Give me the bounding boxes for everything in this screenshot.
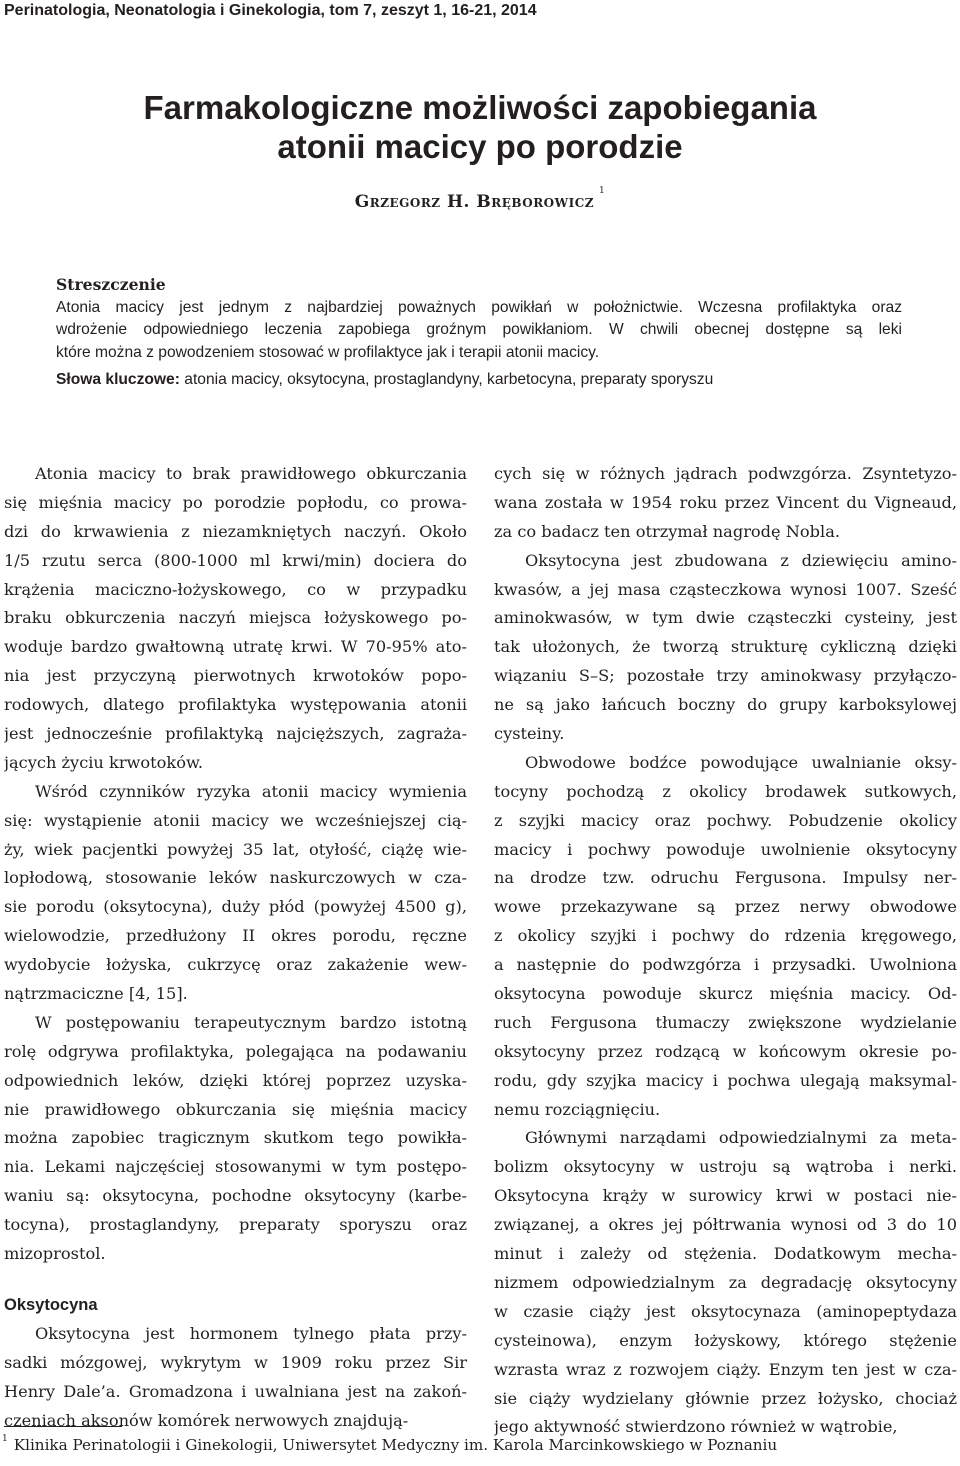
text-line: W postępowaniu terapeutycznym bardzo istotną — [35, 1012, 467, 1032]
keywords — [56, 369, 902, 392]
author-name: Grzegorz H. Bręborowicz — [354, 192, 595, 212]
text-line: Obwodowe bodźce powodujące uwalnianie oksy- — [525, 752, 957, 772]
article-title-line: Farmakologiczne możliwości zapobiegania — [143, 89, 817, 126]
text-line: cysteinowa), enzym łożyskowy, którego stężenie — [494, 1330, 957, 1350]
footnote-rule — [4, 1426, 122, 1427]
text-line: się: wystąpienie atonii macicy we wcześniejszej cią- — [4, 810, 467, 830]
text-line: za co badacz ten otrzymał nagrodę Nobla. — [494, 521, 841, 541]
text-line: sadki mózgowej, wykrytym w 1909 roku przez Sir — [4, 1352, 467, 1372]
text-line: ne są jako łańcuch boczny do grupy karboksylowej — [494, 695, 957, 715]
footnote-text: Klinika Perinatologii i Ginekologii, Uniwersytet Medyczny im. Karola Marcinkowskiego w Poznaniu — [13, 1436, 778, 1454]
text-line: jego aktywność stwierdzono również w wątrobie, — [494, 1417, 898, 1437]
text-line: kwasów, a jej masa cząsteczkowa wynosi 1007. Sześć — [494, 579, 957, 599]
text-line: 1/5 rzutu serca (800-1000 ml krwi/min) dociera do — [4, 550, 467, 570]
abstract-heading: Streszczenie — [56, 275, 166, 294]
text-line: z okolicy szyjki i pochwy do rdzenia kręgowego, — [494, 926, 957, 946]
text-line: rolę odgrywa profilaktyka, polegająca na podawaniu — [4, 1041, 467, 1061]
text-line: czeniach aksonów komórek nerwowych znajdują- — [4, 1410, 409, 1430]
text-line: sie ciąży wydzielany głównie przez łożysko, chociaż — [494, 1388, 957, 1408]
section-heading-oksytocyna: Oksytocyna — [4, 1295, 98, 1314]
text-line: wiązaniu S–S; pozostałe trzy aminokwasy przyłączo- — [494, 666, 957, 686]
text-line: lopłodową, stosowanie leków naskurczowych w cza- — [4, 868, 467, 888]
text-line: oksytocyny przez rodzącą w końcowym okresie po- — [494, 1041, 957, 1061]
article-title — [0, 88, 960, 166]
text-line: sie porodu (oksytocyna), duży płód (powyżej 4500 g), — [4, 897, 467, 917]
keywords-label: Słowa kluczowe: — [56, 371, 180, 388]
footnote-mark: 1 — [2, 1434, 8, 1444]
text-line: aminokwasów, w tym dwie cząsteczki cysteiny, jest — [494, 608, 957, 628]
text-line: cych się w różnych jądrach podwzgórza. Zsyntetyzo- — [494, 464, 957, 483]
text-line: jest jednocześnie profilaktyką najcięższych, zagraża- — [4, 724, 467, 744]
text-line: cysteiny. — [494, 724, 565, 744]
right-column — [494, 460, 957, 1442]
text-line: rodowych, dlatego profilaktyka występowania atonii — [4, 695, 467, 715]
abstract-line: wdrożenie odpowiedniego leczenia zapobiega groźnym powikłaniom. W chwili obecnej dostępne są leki — [56, 321, 902, 338]
text-line: nia jest przyczyną pierwotnych krwotoków popo- — [4, 666, 467, 686]
text-line: wowe przekazywane są przez nerwy obwodowe — [494, 897, 957, 917]
abstract-line: Atonia macicy jest jednym z najbardziej poważnych powikłań w położnictwie. Wczesna profilaktyka oraz — [56, 298, 902, 316]
text-line: w czasie ciąży jest oksytocynaza (aminopeptydaza — [494, 1301, 957, 1321]
text-line: braku obkurczenia naczyń miejsca łożyskowego po- — [4, 608, 467, 628]
text-line: a następnie do podwzgórza i przysadki. Uwolniona — [494, 955, 957, 975]
author-line — [0, 186, 960, 212]
text-line: wielowodzie, przedłużony II okres porodu, ręczne — [4, 926, 467, 946]
text-line: się mięśnia macicy po porodzie popłodu, co prowa- — [4, 492, 467, 512]
text-line: na drodze tzw. odruchu Fergusona. Impulsy ner- — [494, 868, 957, 888]
text-line: dzi do krwawienia z niezamkniętych naczyń. Około — [4, 521, 467, 541]
text-line: minut i zależy od stężenia. Dodatkowym mecha- — [494, 1244, 957, 1264]
text-line: wydobycie łożyska, cukrzycę oraz zakażenie wew- — [4, 955, 467, 975]
text-line: Henry Dale’a. Gromadzona i uwalniana jest na zakoń- — [4, 1381, 467, 1401]
text-line: można zapobiec tragicznym skutkom tego powikła- — [4, 1128, 467, 1148]
text-line: jących życiu krwotoków. — [4, 752, 204, 772]
keywords-text: atonia macicy, oksytocyna, prostaglandyny, karbetocyna, preparaty sporyszu — [184, 371, 714, 388]
text-line: tocyna), prostaglandyny, preparaty sporyszu oraz — [4, 1215, 467, 1235]
left-column — [4, 460, 467, 1435]
text-line: Wśród czynników ryzyka atonii macicy wymienia — [35, 781, 467, 801]
text-line: bolizm oksytocyny w ustroju są wątroba i nerki. — [494, 1157, 957, 1177]
text-line: waniu są: oksytocyna, pochodne oksytocyny (karbe- — [4, 1186, 467, 1206]
abstract — [56, 274, 902, 392]
text-line: związanej, a okres jej półtrwania wynosi od 3 do 10 — [494, 1215, 957, 1235]
text-line: oksytocyna powoduje skurcz mięśnia macicy. Od- — [494, 984, 957, 1004]
text-line: Głównymi narządami odpowiedzialnymi za meta- — [525, 1128, 957, 1148]
text-line: Oksytocyna jest zbudowana z dziewięciu amino- — [525, 550, 957, 570]
text-line: ży, wiek pacjentki powyżej 35 lat, otyłość, ciążę wie- — [4, 839, 467, 859]
text-line: rodu, gdy szyjka macicy i pochwa ulegają maksymal- — [494, 1070, 957, 1090]
text-line: nie prawidłowego obkurczania się mięśnia macicy — [4, 1099, 467, 1119]
text-line: Atonia macicy to brak prawidłowego obkurczania — [35, 464, 467, 483]
text-line: woduje bardzo gwałtowną utratę krwi. W 70-95% ato- — [4, 637, 467, 657]
text-line: odpowiednich leków, dzięki której poprzez uzyska- — [4, 1070, 467, 1090]
affiliation-mark: 1 — [599, 186, 606, 196]
text-line: z szyjki macicy oraz pochwy. Pobudzenie okolicy — [494, 810, 957, 830]
text-line: nia. Lekami najczęściej stosowanymi w tym postępo- — [4, 1157, 467, 1177]
text-line: wana została w 1954 roku przez Vincent du Vigneaud, — [494, 492, 957, 512]
text-line: nizmem odpowiedzialnym za degradację oksytocyny — [494, 1272, 957, 1292]
article-title-line: atonii macicy po porodzie — [277, 128, 683, 165]
text-line: macicy i pochwy powoduje uwolnienie oksytocyny — [494, 839, 957, 859]
text-line: mizoprostol. — [4, 1244, 106, 1264]
text-line: nątrzmaciczne [4, 15]. — [4, 984, 188, 1004]
text-line: ruch Fergusona tłumaczy zwiększone wydzielanie — [494, 1012, 957, 1032]
text-line: krążenia maciczno-łożyskowego, co w przypadku — [4, 579, 467, 599]
text-line: tak ułożonych, że tworzą strukturę cykliczną dzięki — [494, 637, 957, 657]
text-line: Oksytocyna krąży w surowicy krwi w postaci nie- — [494, 1186, 957, 1206]
footnote — [2, 1436, 777, 1454]
text-line: Oksytocyna jest hormonem tylnego płata przy- — [35, 1323, 467, 1343]
text-line: tocyny pochodzą z okolicy brodawek sutkowych, — [494, 781, 957, 801]
abstract-line: które można z powodzeniem stosować w profilaktyce jak i terapii atonii macicy. — [56, 343, 600, 361]
journal-header: Perinatologia, Neonatologia i Ginekologia, tom 7, zeszyt 1, 16-21, 2014 — [4, 2, 537, 19]
text-line: wzrasta wraz z rozwojem ciąży. Enzym ten jest w cza- — [494, 1359, 957, 1379]
text-line: nemu rozciągnięciu. — [494, 1099, 661, 1119]
